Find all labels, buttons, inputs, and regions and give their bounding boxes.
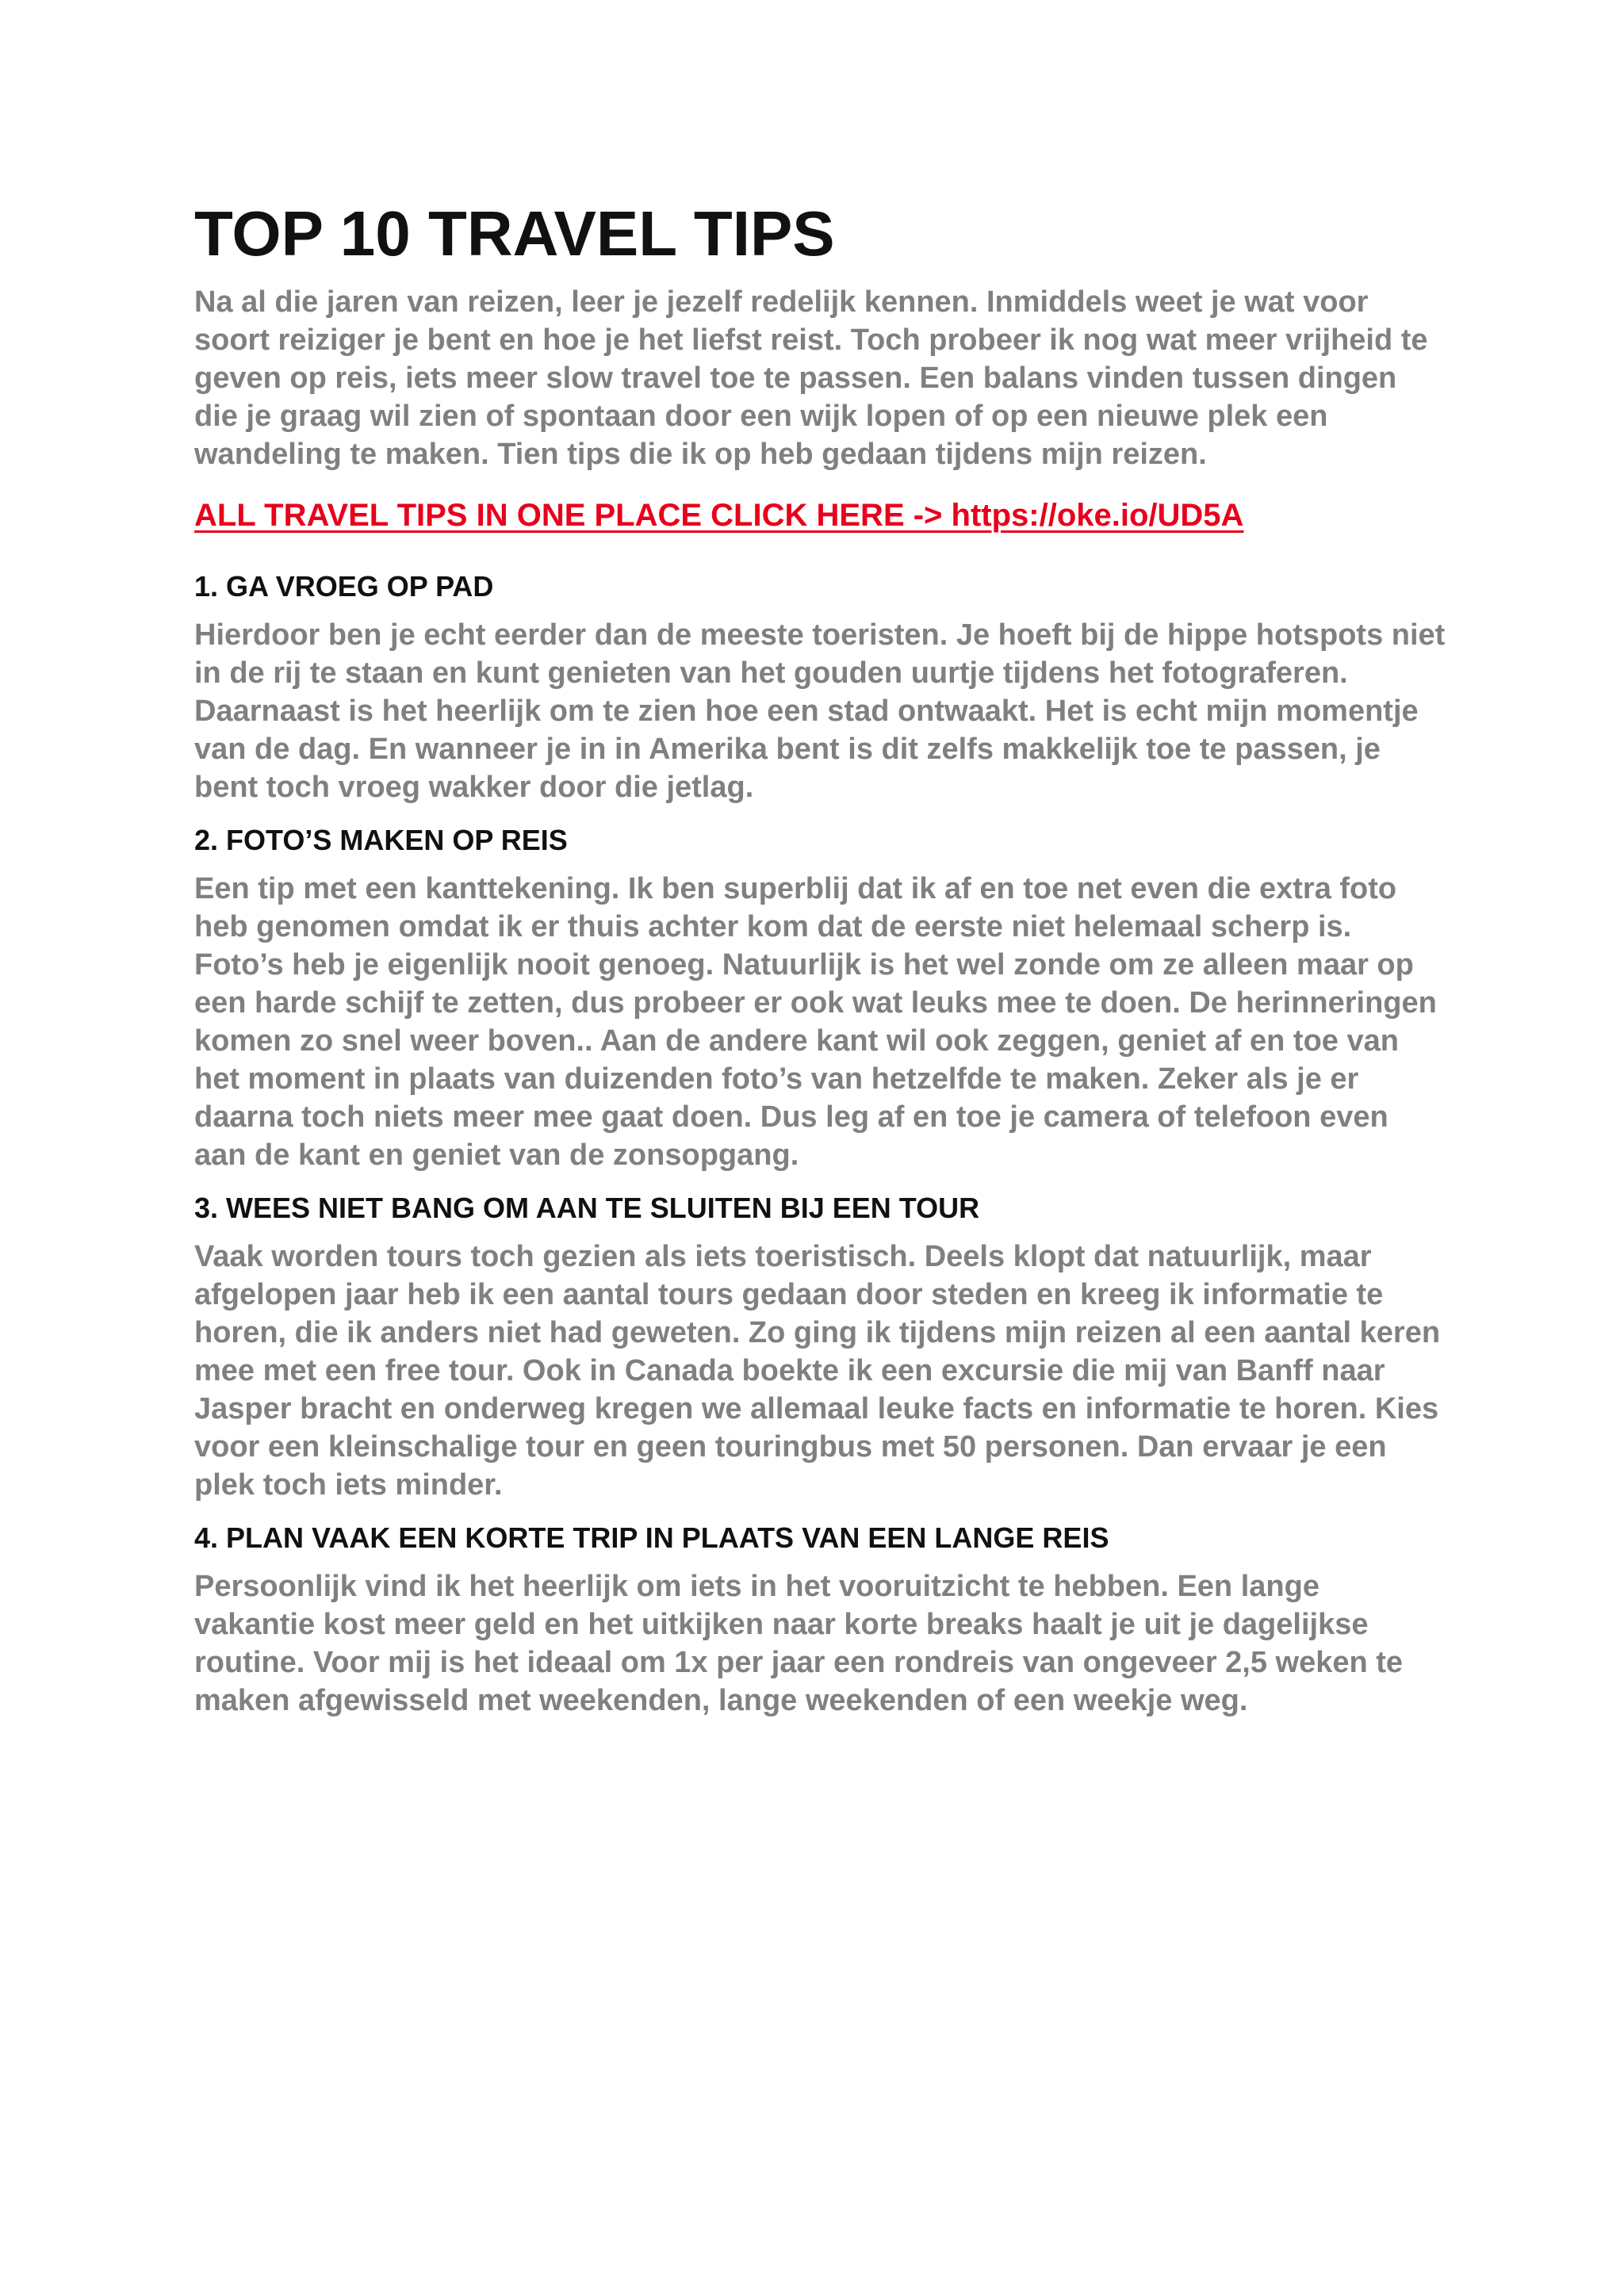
page-title: TOP 10 TRAVEL TIPS: [194, 198, 835, 269]
tip-section-3: [194, 1190, 1447, 1504]
document-page: [194, 194, 1447, 1720]
tip-heading: 1. GA VROEG OP PAD: [194, 570, 494, 603]
tip-section-1: [194, 568, 1447, 806]
tip-body: Hierdoor ben je echt eerder dan de meeste toeristen. Je hoeft bij de hippe hotspots niet in de rij te staan en kunt genieten van het gouden uurtje tijdens het fotograferen. Daarnaast is het heerlijk om te zien hoe een stad ontwaakt. Het is echt mijn momentje van de dag. En wanneer je in in Amerika bent is dit zelfs makkelijk toe te passen, je bent toch vroeg wakker door die jetlag.: [194, 618, 1446, 804]
travel-tips-link[interactable]: ALL TRAVEL TIPS IN ONE PLACE CLICK HERE -> https://oke.io/UD5A: [194, 498, 1244, 533]
tip-body: Persoonlijk vind ik het heerlijk om iets in het vooruitzicht te hebben. Een lange vakantie kost meer geld en het uitkijken naar korte breaks haalt je uit je dagelijkse routine. Voor mij is het ideaal om 1x per jaar een rondreis van ongeveer 2,5 weken te maken afgewisseld met weekenden, lange weekenden of een weekje weg.: [194, 1570, 1404, 1717]
tip-body: Een tip met een kanttekening. Ik ben superblij dat ik af en toe net even die extra foto heb genomen omdat ik er thuis achter kom dat de eerste niet helemaal scherp is. Foto’s heb je eigenlijk nooit genoeg. Natuurlijk is het wel zonde om ze alleen maar op een harde schijf te zetten, dus probeer er ook wat leuks mee te doen. De herinneringen komen zo snel weer boven.. Aan de andere kant wil ook zeggen, geniet af en toe van het moment in plaats van duizenden foto’s van hetzelfde te maken. Zeker als je er daarna toch niets meer mee gaat doen. Dus leg af en toe je camera of telefoon even aan de kant en geniet van de zonsopgang.: [194, 872, 1437, 1172]
tip-heading: 4. PLAN VAAK EEN KORTE TRIP IN PLAATS VAN EEN LANGE REIS: [194, 1521, 1109, 1554]
tip-heading: 2. FOTO’S MAKEN OP REIS: [194, 824, 568, 856]
tip-section-4: [194, 1520, 1447, 1720]
intro-paragraph: Na al die jaren van reizen, leer je jezelf redelijk kennen. Inmiddels weet je wat voor soort reiziger je bent en hoe je het liefst reist. Toch probeer ik nog wat meer vrijheid te geven op reis, iets meer slow travel toe te passen. Een balans vinden tussen dingen die je graag wil zien of spontaan door een wijk lopen of op een nieuwe plek een wandeling te maken. Tien tips die ik op heb gedaan tijdens mijn reizen.: [194, 285, 1428, 471]
tip-section-2: [194, 822, 1447, 1174]
tip-body: Vaak worden tours toch gezien als iets toeristisch. Deels klopt dat natuurlijk, maar afgelopen jaar heb ik een aantal tours gedaan door steden en kreeg ik informatie te horen, die ik anders niet had geweten. Zo ging ik tijdens mijn reizen al een aantal keren mee met een free tour. Ook in Canada boekte ik een excursie die mij van Banff naar Jasper bracht en onderweg kregen we allemaal leuke facts en informatie te horen. Kies voor een kleinschalige tour en geen touringbus met 50 personen. Dan ervaar je een plek toch iets minder.: [194, 1240, 1441, 1502]
tip-heading: 3. WEES NIET BANG OM AAN TE SLUITEN BIJ EEN TOUR: [194, 1192, 980, 1224]
